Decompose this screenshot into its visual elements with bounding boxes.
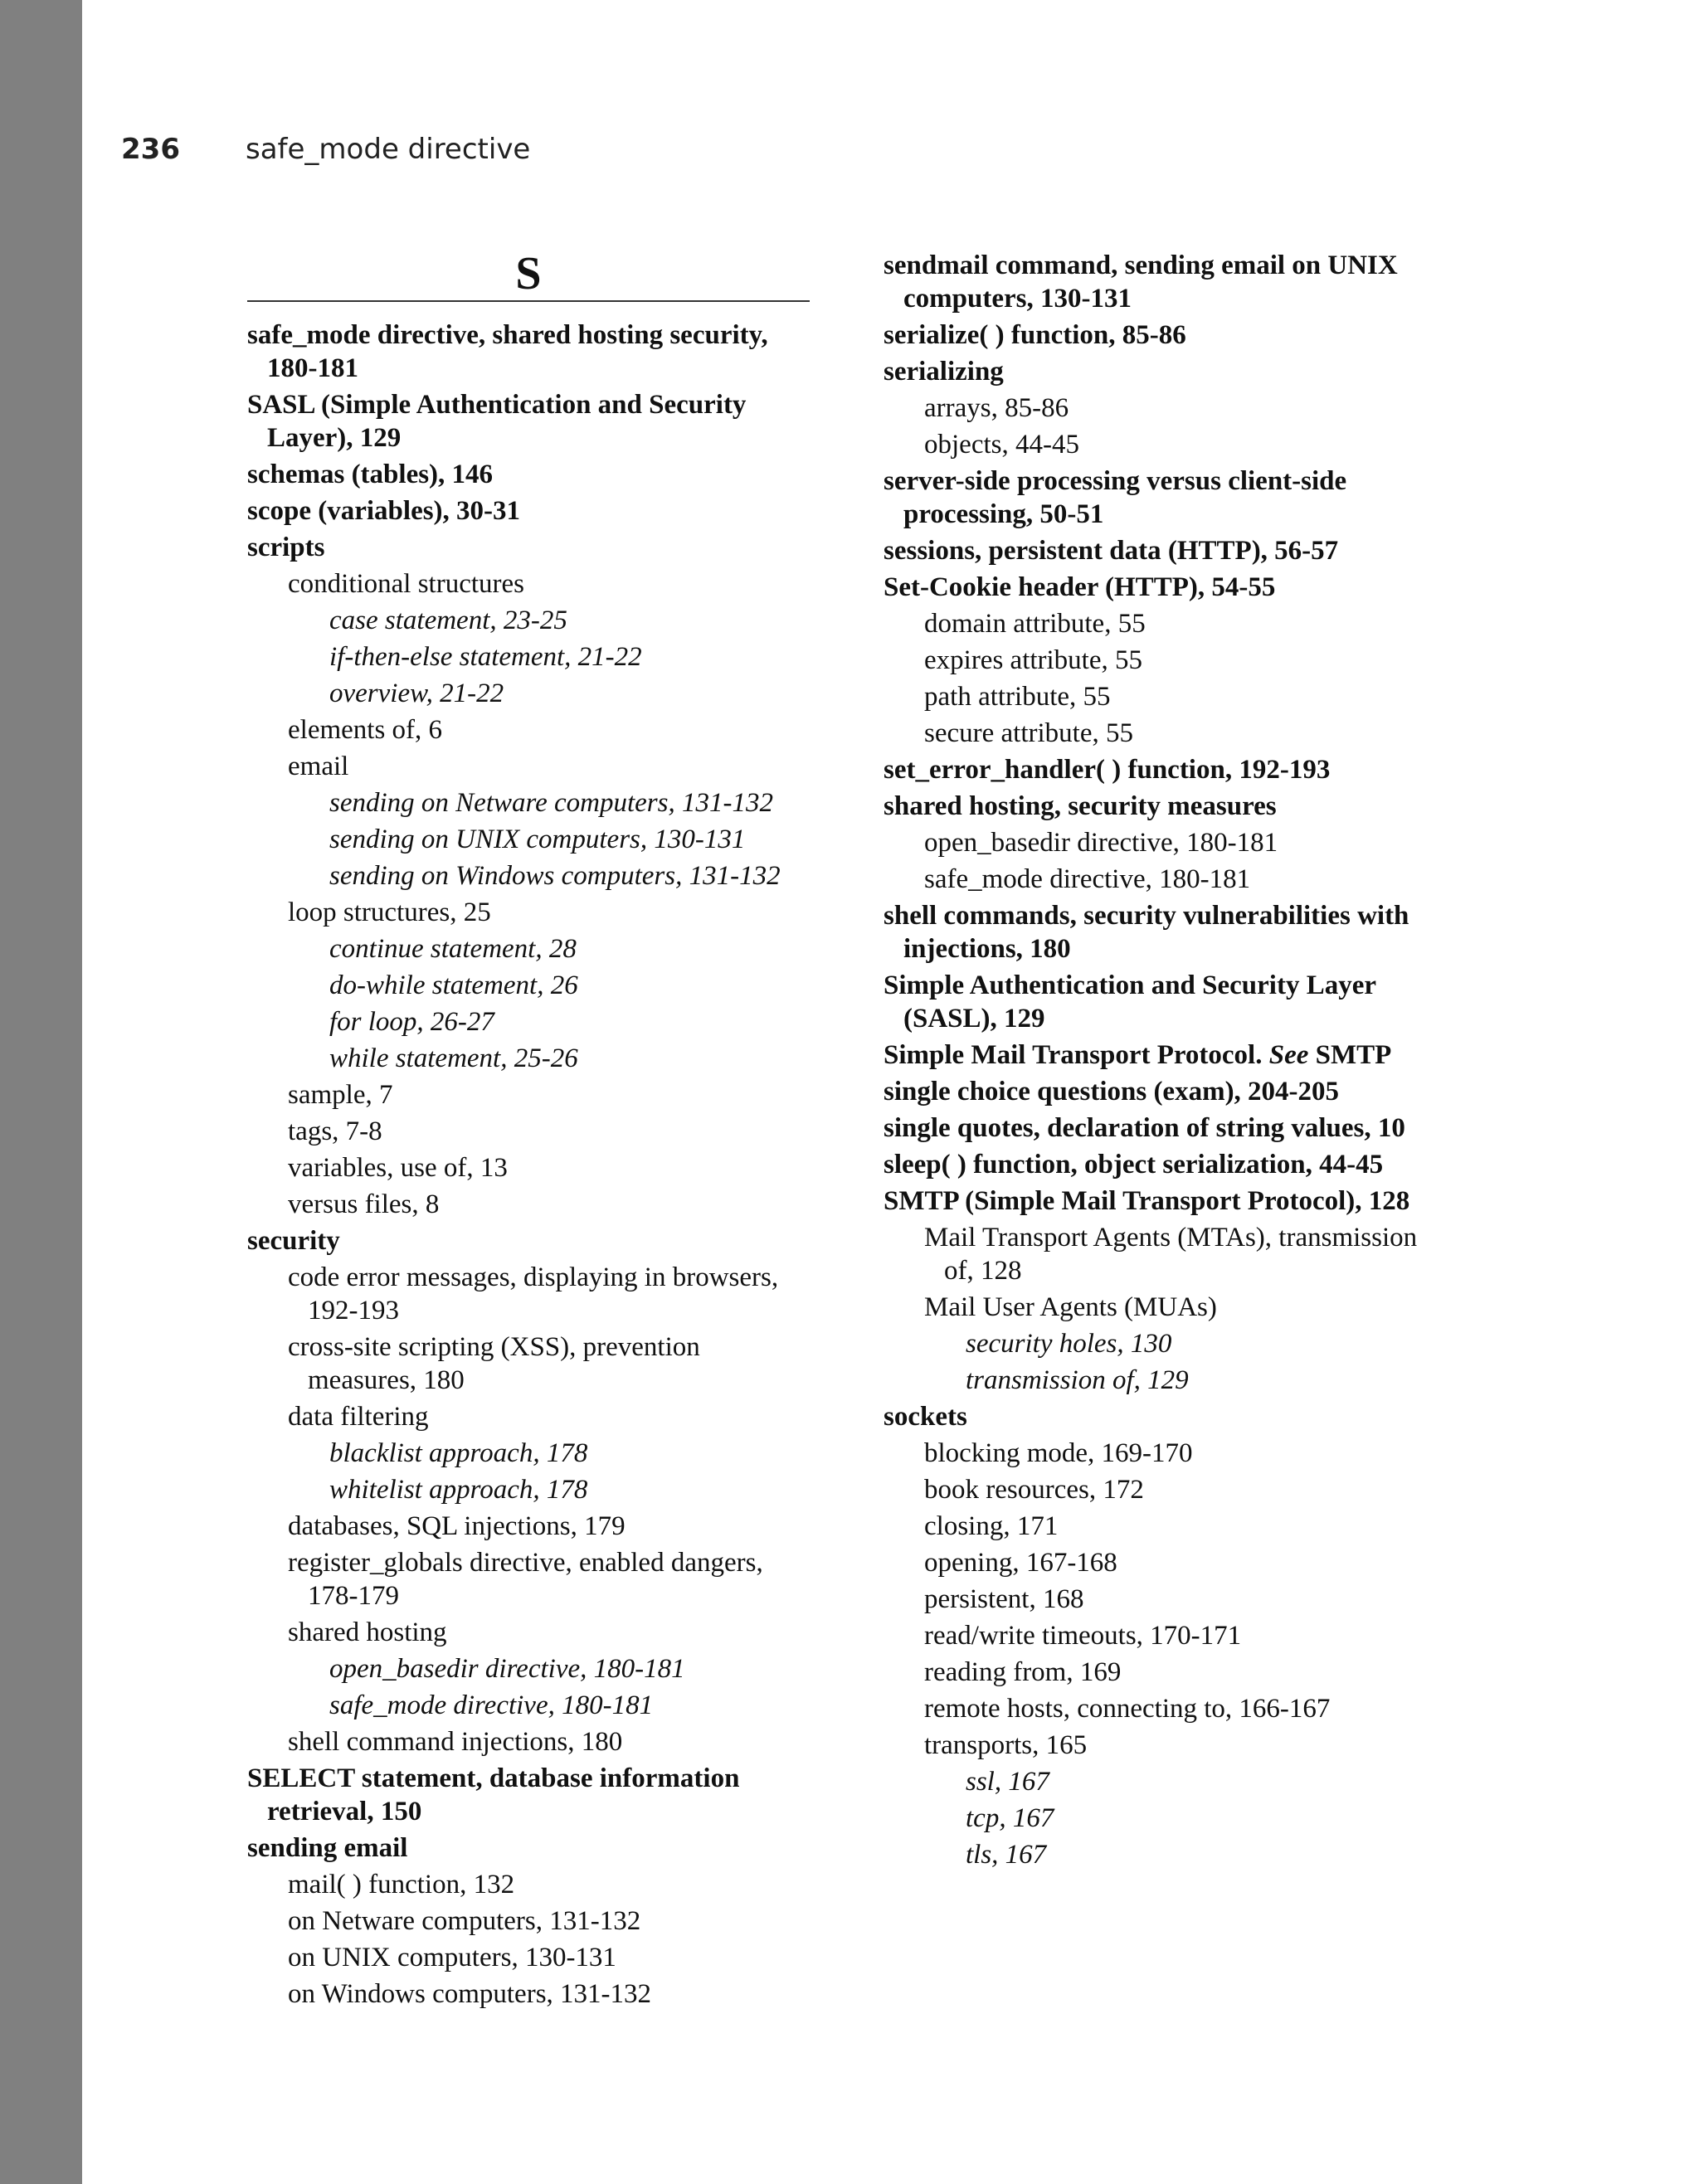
index-subsubentry [247,640,810,674]
index-entry-text: shared hosting, security measures [884,791,1277,821]
index-subentry [884,1221,1448,1287]
index-subentry [247,1904,810,1938]
index-entry-main [247,458,810,491]
index-entry-main [884,249,1448,315]
index-subentry [247,1546,810,1612]
index-subsubentry [884,1838,1448,1871]
index-subentry [247,1725,810,1758]
see-reference-label: See [1268,1040,1309,1070]
index-entry-text: loop structures, 25 [288,897,491,927]
index-entry-text: schemas (tables), 146 [247,460,494,489]
index-entry-text: shell commands, security vulnerabilities with injections, 180 [884,901,1409,964]
index-entry-main [884,1400,1448,1433]
index-entry-text: server-side processing versus client-side processing, 50-51 [884,466,1347,529]
index-entry-text: on Windows computers, 131-132 [288,1979,652,2009]
index-entry-text: security [247,1226,340,1256]
index-subentry [884,392,1448,425]
index-subsubentry [247,1042,810,1075]
index-subentry [247,1115,810,1148]
index-entry-main [884,571,1448,604]
index-subsubentry [884,1364,1448,1397]
index-entry-text: blacklist approach, 178 [329,1438,588,1468]
index-entry-main [884,1038,1448,1072]
index-subentry [884,1583,1448,1616]
index-entry-text: while statement, 25-26 [329,1043,578,1073]
index-entry-text: blocking mode, 169-170 [924,1438,1193,1468]
index-entry-text: expires attribute, 55 [924,645,1143,675]
index-entry-text: set_error_handler( ) function, 192-193 [884,755,1331,785]
index-subentry [884,826,1448,859]
index-entry-text: sending on Netware computers, 131-132 [329,788,773,818]
index-entry-text: single choice questions (exam), 204-205 [884,1077,1340,1107]
index-subsubentry [247,1652,810,1685]
index-subsubentry [247,969,810,1002]
index-entry-text: security holes, 130 [966,1329,1172,1359]
index-subsubentry [247,859,810,893]
index-entry-text: tcp, 167 [966,1803,1054,1833]
index-entry-main [884,1184,1448,1218]
index-entry-main [247,388,810,455]
index-subsubentry [884,1327,1448,1360]
index-subentry [884,1473,1448,1506]
index-subentry [884,1546,1448,1579]
index-entry-text: remote hosts, connecting to, 166-167 [924,1694,1331,1724]
index-subentry [247,567,810,601]
index-subsubentry [247,1473,810,1506]
index-entry-text: Mail User Agents (MUAs) [924,1292,1217,1322]
index-entry-text: transmission of, 129 [966,1365,1189,1395]
index-entry-text: Simple Mail Transport Protocol. [884,1040,1263,1070]
index-entry-text: elements of, 6 [288,715,443,745]
index-entry-text: safe_mode directive, 180-181 [329,1690,654,1720]
index-subentry [247,1330,810,1397]
index-entry-text: objects, 44-45 [924,430,1079,460]
index-entry-text: mail( ) function, 132 [288,1870,515,1899]
index-subentry [884,428,1448,461]
index-entry-text: arrays, 85-86 [924,393,1069,423]
index-column-right [884,249,1448,1875]
index-entry-text: overview, 21-22 [329,679,504,708]
index-entry-text: sockets [884,1402,967,1432]
see-reference-target: SMTP [1315,1040,1392,1070]
index-entry-text: scope (variables), 30-31 [247,496,521,526]
index-entry-text: conditional structures [288,569,525,599]
index-subentry [884,607,1448,640]
index-entry-text: SASL (Simple Authentication and Security Layer), 129 [247,390,747,453]
index-entry-text: sessions, persistent data (HTTP), 56-57 [884,536,1339,566]
index-entry-text: SELECT statement, database information retrieval, 150 [247,1763,740,1826]
index-subentry [247,1188,810,1221]
index-subsubentry [247,1005,810,1038]
index-column-left [247,249,810,2014]
index-entry-text: code error messages, displaying in browsers, 192-193 [288,1262,779,1325]
index-entry-text: do-while statement, 26 [329,970,578,1000]
index-entry-text: variables, use of, 13 [288,1153,508,1183]
index-subentry [884,717,1448,750]
index-entry-text: sample, 7 [288,1080,393,1110]
index-subsubentry [247,604,810,637]
index-subsubentry [247,1689,810,1722]
index-entry-text: read/write timeouts, 170-171 [924,1621,1242,1651]
index-entry-main [884,534,1448,567]
index-entry-text: safe_mode directive, shared hosting security, 180-181 [247,320,768,383]
index-entry-main [884,753,1448,786]
index-entry-main [884,969,1448,1035]
index-entry-main [884,1148,1448,1181]
index-entry-text: serializing [884,357,1004,387]
index-subentry [247,1510,810,1543]
index-entry-text: book resources, 172 [924,1475,1144,1505]
index-entry-main [884,1075,1448,1108]
index-subentry [884,863,1448,896]
index-entry-text: reading from, 169 [924,1657,1122,1687]
index-subsubentry [247,1437,810,1470]
index-subentry [247,750,810,783]
index-subentry [247,1616,810,1649]
index-entry-text: case statement, 23-25 [329,606,567,635]
page-edge-bar [0,0,82,2184]
index-subentry [884,1291,1448,1324]
index-entries-right [884,249,1448,1871]
index-entry-text: transports, 165 [924,1730,1088,1760]
index-entry-text: serialize( ) function, 85-86 [884,320,1186,350]
index-entry-text: open_basedir directive, 180-181 [329,1654,685,1684]
index-entry-text: sleep( ) function, object serialization, 44-45 [884,1150,1384,1180]
index-entry-text: tags, 7-8 [288,1116,382,1146]
index-entry-text: databases, SQL injections, 179 [288,1511,626,1541]
index-entry-text: Mail Transport Agents (MTAs), transmission of, 128 [924,1223,1418,1286]
index-entry-text: email [288,752,349,781]
index-entry-main [884,319,1448,352]
index-subentry [247,1977,810,2011]
index-entry-text: ssl, 167 [966,1767,1049,1797]
index-entry-main [884,355,1448,388]
index-entry-text: Simple Authentication and Security Layer (SASL), 129 [884,970,1376,1034]
index-entry-text: path attribute, 55 [924,682,1111,712]
index-subentry [884,680,1448,713]
index-subentry [247,1151,810,1184]
index-entry-text: tls, 167 [966,1840,1047,1870]
page-number: 236 [121,133,180,166]
index-subentry [247,713,810,747]
index-subsubentry [884,1802,1448,1835]
running-title: safe_mode directive [246,133,531,166]
index-entry-text: continue statement, 28 [329,934,577,964]
index-entry-main [247,494,810,528]
index-entry-text: persistent, 168 [924,1584,1084,1614]
index-entry-text: closing, 171 [924,1511,1059,1541]
index-entry-text: sending on UNIX computers, 130-131 [329,824,746,854]
index-entry-text: sending on Windows computers, 131-132 [329,861,781,891]
index-entry-text: shell command injections, 180 [288,1727,623,1757]
index-subentry [247,1078,810,1111]
index-entry-text: on UNIX computers, 130-131 [288,1943,616,1972]
index-subentry [884,1619,1448,1652]
index-subsubentry [884,1765,1448,1798]
index-entry-text: register_globals directive, enabled dangers, 178-179 [288,1548,763,1611]
index-entry-text: data filtering [288,1402,429,1432]
index-subsubentry [247,677,810,710]
index-subentry [884,1729,1448,1762]
index-subsubentry [247,932,810,966]
index-entry-text: if-then-else statement, 21-22 [329,642,642,672]
index-entry-text: on Netware computers, 131-132 [288,1906,641,1936]
index-entry-text: versus files, 8 [288,1189,440,1219]
index-subentry [247,1400,810,1433]
index-entry-main [247,1762,810,1828]
index-entry-main [884,790,1448,823]
index-subentry [247,1941,810,1974]
index-entry-text: whitelist approach, 178 [329,1475,588,1505]
index-entry-main [247,1831,810,1865]
index-entry-text: open_basedir directive, 180-181 [924,828,1278,858]
index-entry-text: scripts [247,533,325,562]
index-entry-main [884,465,1448,531]
index-subentry [247,1868,810,1901]
running-header [121,133,530,166]
index-subentry [884,1692,1448,1725]
index-subsubentry [247,786,810,820]
index-subentry [884,644,1448,677]
index-entry-text: sendmail command, sending email on UNIX computers, 130-131 [884,251,1398,314]
index-entry-text: shared hosting [288,1617,447,1647]
index-entry-text: opening, 167-168 [924,1548,1117,1578]
index-subentry [884,1437,1448,1470]
index-entry-text: for loop, 26-27 [329,1007,494,1037]
index-entry-main [247,319,810,385]
index-entry-main [247,1224,810,1257]
index-entry-main [884,1111,1448,1145]
index-entries-left [247,319,810,2011]
index-entry-text: cross-site scripting (XSS), prevention measures, 180 [288,1332,700,1395]
index-entry-text: SMTP (Simple Mail Transport Protocol), 128 [884,1186,1410,1216]
index-subentry [884,1510,1448,1543]
index-entry-text: Set-Cookie header (HTTP), 54-55 [884,572,1276,602]
index-entry-text: sending email [247,1833,408,1863]
index-entry-text: secure attribute, 55 [924,718,1133,748]
index-entry-main [247,531,810,564]
index-entry-text: domain attribute, 55 [924,609,1146,639]
index-subentry [247,896,810,929]
index-subentry [247,1261,810,1327]
index-subentry [884,1656,1448,1689]
index-subsubentry [247,823,810,856]
index-entry-text: safe_mode directive, 180-181 [924,864,1251,894]
section-letter-heading: S [247,249,810,302]
index-entry-main [884,899,1448,966]
index-entry-text: single quotes, declaration of string values, 10 [884,1113,1405,1143]
